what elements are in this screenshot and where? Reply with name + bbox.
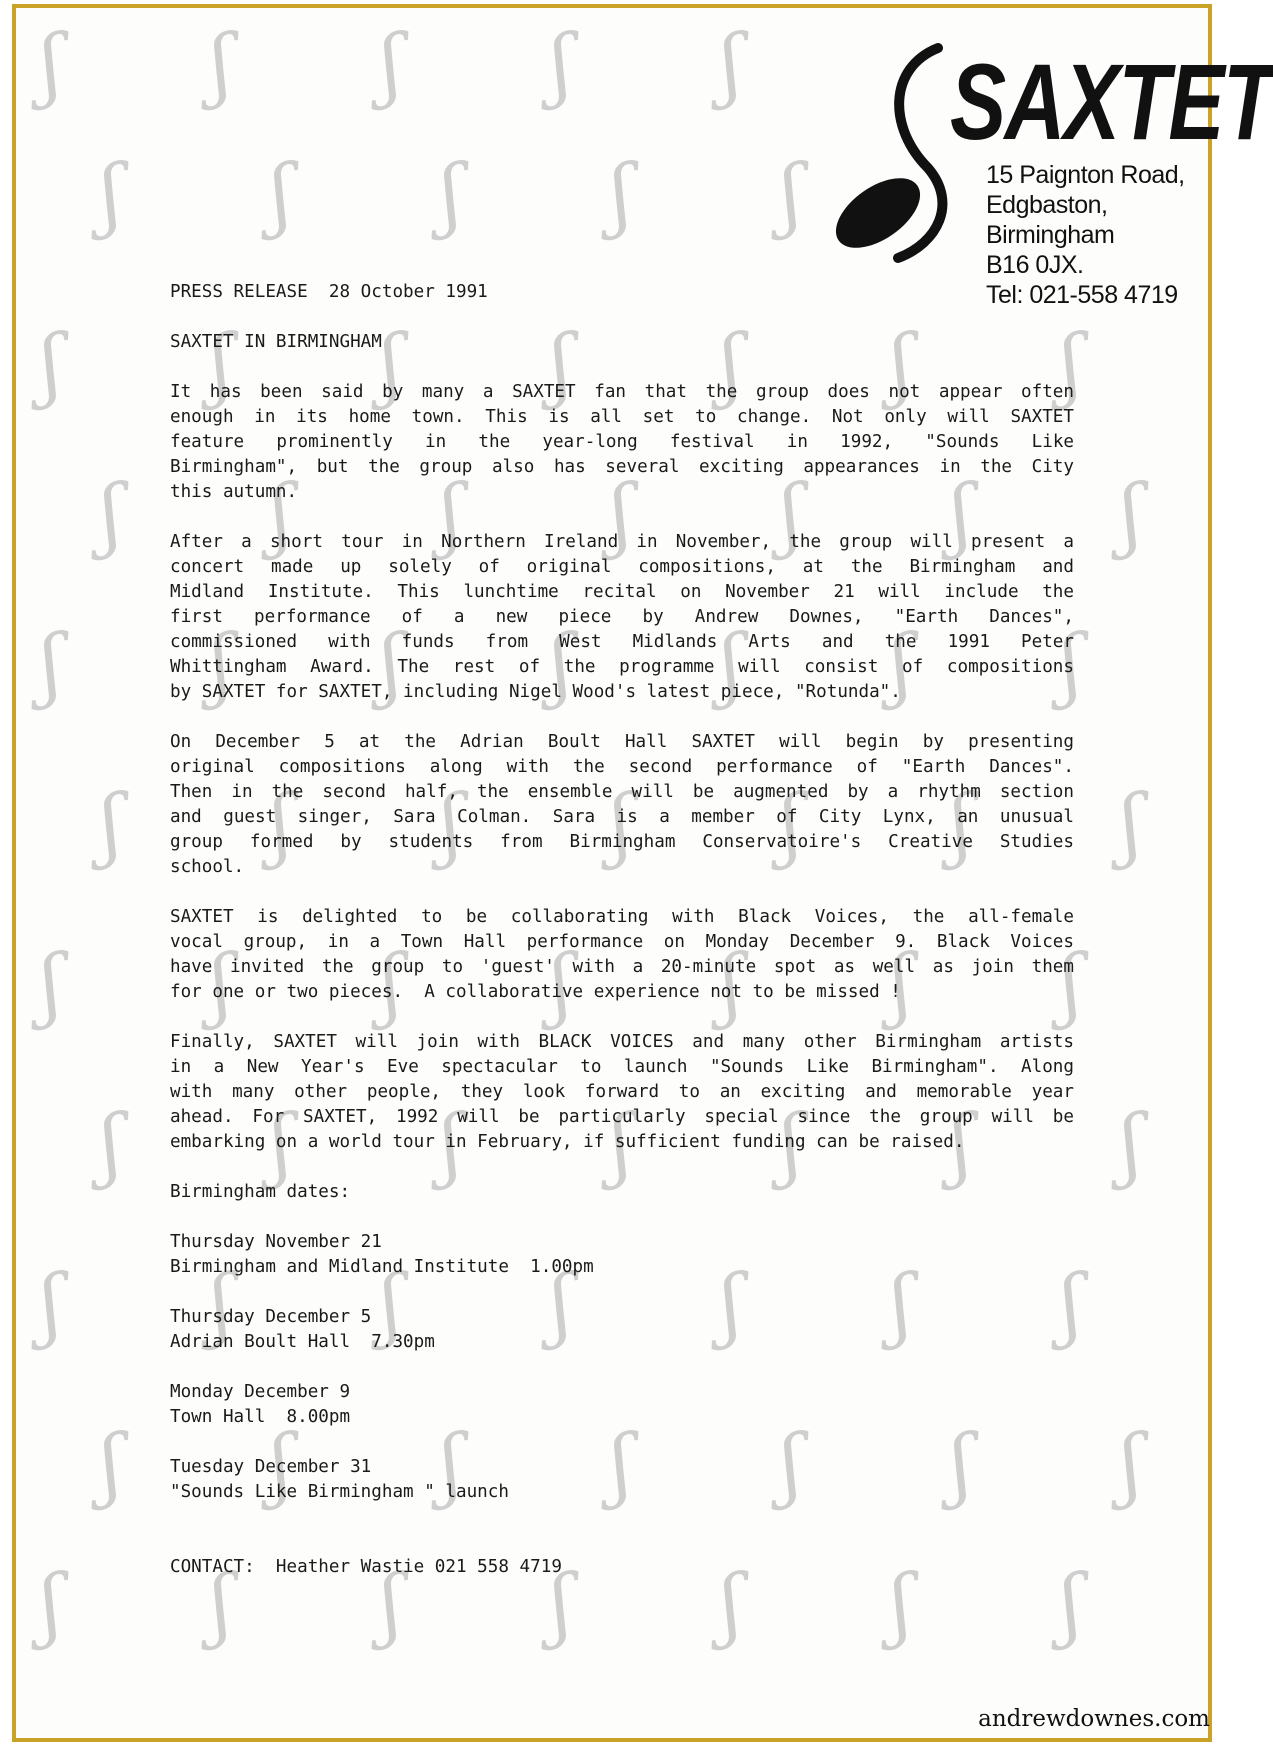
date-venue: Town Hall 8.00pm <box>170 1407 351 1427</box>
watermark-mark: ʃ <box>33 1558 68 1652</box>
watermark-mark: ʃ <box>433 778 468 872</box>
watermark-mark: ʃ <box>943 778 978 872</box>
text-line: SAXTET is delighted to be collaborating with Black Voices, the all-female <box>170 907 1074 927</box>
watermark-mark: ʃ <box>773 148 808 242</box>
watermark-mark: ʃ <box>1113 1418 1148 1512</box>
date-day: Tuesday December 31 <box>170 1457 372 1477</box>
watermark-mark: ʃ <box>543 318 578 412</box>
watermark-mark: ʃ <box>373 1558 408 1652</box>
telephone-line: Tel: 021-558 4719 <box>986 281 1178 309</box>
watermark-mark: ʃ <box>93 468 128 562</box>
watermark-mark: ʃ <box>203 618 238 712</box>
watermark-mark: ʃ <box>263 1098 298 1192</box>
watermark-mark: ʃ <box>603 1418 638 1512</box>
watermark-mark: ʃ <box>603 778 638 872</box>
text-line: with many other people, they look forward to an exciting and memorable year <box>170 1082 1074 1102</box>
date-day: Thursday December 5 <box>170 1307 372 1327</box>
watermark-mark: ʃ <box>373 618 408 712</box>
date-entry <box>170 1455 1074 1505</box>
watermark-mark: ʃ <box>1053 618 1088 712</box>
headline: SAXTET IN BIRMINGHAM <box>170 332 382 352</box>
watermark-mark: ʃ <box>713 1558 748 1652</box>
watermark-mark: ʃ <box>93 148 128 242</box>
text-line: Finally, SAXTET will join with BLACK VOICES and many other Birmingham artists <box>170 1032 1074 1052</box>
watermark-mark: ʃ <box>373 1258 408 1352</box>
text-line: this autumn. <box>170 482 298 502</box>
watermark-mark: ʃ <box>373 318 408 412</box>
watermark-mark: ʃ <box>373 938 408 1032</box>
watermark-mark: ʃ <box>33 18 68 112</box>
watermark-mark: ʃ <box>93 778 128 872</box>
text-line: It has been said by many a SAXTET fan that the group does not appear often <box>170 382 1074 402</box>
watermark-mark: ʃ <box>713 618 748 712</box>
watermark-mark: ʃ <box>263 148 298 242</box>
date-day: Thursday November 21 <box>170 1232 382 1252</box>
date-venue: Birmingham and Midland Institute 1.00pm <box>170 1257 594 1277</box>
date-venue: Adrian Boult Hall 7.30pm <box>170 1332 435 1352</box>
logo-word: SAXTET <box>950 41 1273 162</box>
paragraph-4 <box>170 905 1074 1005</box>
watermark-mark: ʃ <box>543 18 578 112</box>
watermark-mark: ʃ <box>713 938 748 1032</box>
text-line: vocal group, in a Town Hall performance on Monday December 9. Black Voices <box>170 932 1074 952</box>
watermark-mark: ʃ <box>773 468 808 562</box>
address-line: 15 Paignton Road, <box>986 161 1185 189</box>
watermark-mark: ʃ <box>433 1098 468 1192</box>
watermark-mark: ʃ <box>93 1418 128 1512</box>
watermark-mark: ʃ <box>943 1098 978 1192</box>
watermark-mark: ʃ <box>33 1258 68 1352</box>
watermark-mark: ʃ <box>93 1098 128 1192</box>
text-line: concert made up solely of original compositions, at the Birmingham and <box>170 557 1074 577</box>
text-line: ahead. For SAXTET, 1992 will be particularly special since the group will be <box>170 1107 1074 1127</box>
saxtet-logo <box>818 28 1273 309</box>
date-entry <box>170 1230 1074 1280</box>
address-line: Birmingham <box>986 221 1115 249</box>
text-line: by SAXTET for SAXTET, including Nigel Wood's latest piece, "Rotunda". <box>170 682 901 702</box>
watermark-mark: ʃ <box>1053 1258 1088 1352</box>
watermark-mark: ʃ <box>203 318 238 412</box>
text-line: embarking on a world tour in February, if sufficient funding can be raised. <box>170 1132 965 1152</box>
watermark-mark: ʃ <box>203 18 238 112</box>
text-line: group formed by students from Birmingham Conservatoire's Creative Studies <box>170 832 1074 852</box>
text-line: commissioned with funds from West Midlands Arts and the 1991 Peter <box>170 632 1074 652</box>
watermark-mark: ʃ <box>263 1418 298 1512</box>
website-footer: andrewdownes.com <box>978 1706 1210 1732</box>
watermark-mark: ʃ <box>883 318 918 412</box>
watermark-mark: ʃ <box>713 1258 748 1352</box>
text-line: first performance of a new piece by Andrew Downes, "Earth Dances", <box>170 607 1074 627</box>
text-line: feature prominently in the year-long festival in 1992, "Sounds Like <box>170 432 1074 452</box>
watermark-mark: ʃ <box>33 618 68 712</box>
watermark-mark: ʃ <box>603 468 638 562</box>
text-line: and guest singer, Sara Colman. Sara is a member of City Lynx, an unusual <box>170 807 1074 827</box>
address-line: B16 0JX. <box>986 251 1084 279</box>
watermark-mark: ʃ <box>373 18 408 112</box>
paragraph-3 <box>170 730 1074 880</box>
address-line: Edgbaston, <box>986 191 1108 219</box>
dates-heading: Birmingham dates: <box>170 1182 351 1202</box>
watermark-mark: ʃ <box>433 148 468 242</box>
watermark-mark: ʃ <box>773 1418 808 1512</box>
text-line: school. <box>170 857 245 877</box>
press-release-body <box>170 280 1074 1580</box>
text-line: Whittingham Award. The rest of the programme will consist of compositions <box>170 657 1074 677</box>
watermark-mark: ʃ <box>883 1258 918 1352</box>
text-line: On December 5 at the Adrian Boult Hall SAXTET will begin by presenting <box>170 732 1074 752</box>
text-line: Then in the second half, the ensemble will be augmented by a rhythm section <box>170 782 1074 802</box>
text-line: enough in its home town. This is all set to change. Not only will SAXTET <box>170 407 1074 427</box>
watermark-mark: ʃ <box>543 1558 578 1652</box>
watermark-mark: ʃ <box>713 318 748 412</box>
date-day: Monday December 9 <box>170 1382 351 1402</box>
watermark-mark: ʃ <box>603 148 638 242</box>
date-entry <box>170 1380 1074 1430</box>
text-line: original compositions along with the second performance of "Earth Dances". <box>170 757 1074 777</box>
watermark-mark: ʃ <box>543 618 578 712</box>
date-venue: "Sounds Like Birmingham " launch <box>170 1482 509 1502</box>
watermark-mark: ʃ <box>1053 318 1088 412</box>
watermark-mark: ʃ <box>203 938 238 1032</box>
watermark-mark: ʃ <box>433 1418 468 1512</box>
watermark-mark: ʃ <box>543 1258 578 1352</box>
watermark-mark: ʃ <box>1053 938 1088 1032</box>
watermark-mark: ʃ <box>943 468 978 562</box>
watermark-mark: ʃ <box>713 18 748 112</box>
watermark-mark: ʃ <box>1053 1558 1088 1652</box>
watermark-mark: ʃ <box>1113 778 1148 872</box>
watermark-mark: ʃ <box>603 1098 638 1192</box>
watermark-mark: ʃ <box>33 318 68 412</box>
watermark-mark: ʃ <box>33 938 68 1032</box>
text-line: for one or two pieces. A collaborative experience not to be missed ! <box>170 982 901 1002</box>
paragraph-5 <box>170 1030 1074 1155</box>
watermark-mark: ʃ <box>773 778 808 872</box>
watermark-mark: ʃ <box>943 1418 978 1512</box>
text-line: Midland Institute. This lunchtime recital on November 21 will include the <box>170 582 1074 602</box>
watermark-mark: ʃ <box>543 938 578 1032</box>
watermark-mark: ʃ <box>773 1098 808 1192</box>
watermark-mark: ʃ <box>263 778 298 872</box>
watermark-mark: ʃ <box>883 1558 918 1652</box>
text-line: in a New Year's Eve spectacular to launch "Sounds Like Birmingham". Along <box>170 1057 1074 1077</box>
text-line: Birmingham", but the group also has several exciting appearances in the City <box>170 457 1074 477</box>
contact-line: CONTACT: Heather Wastie 021 558 4719 <box>170 1557 562 1577</box>
watermark-mark: ʃ <box>263 468 298 562</box>
watermark-mark: ʃ <box>883 938 918 1032</box>
watermark-mark: ʃ <box>1113 468 1148 562</box>
paragraph-2 <box>170 530 1074 705</box>
text-line: have invited the group to 'guest' with a 20-minute spot as well as join them <box>170 957 1074 977</box>
watermark-mark: ʃ <box>883 618 918 712</box>
watermark-mark: ʃ <box>203 1558 238 1652</box>
watermark-mark: ʃ <box>203 1258 238 1352</box>
watermark-mark: ʃ <box>433 468 468 562</box>
paragraph-1 <box>170 380 1074 505</box>
text-line: After a short tour in Northern Ireland in November, the group will present a <box>170 532 1074 552</box>
date-entry <box>170 1305 1074 1355</box>
release-date-line: PRESS RELEASE 28 October 1991 <box>170 282 488 302</box>
watermark-mark: ʃ <box>1113 1098 1148 1192</box>
